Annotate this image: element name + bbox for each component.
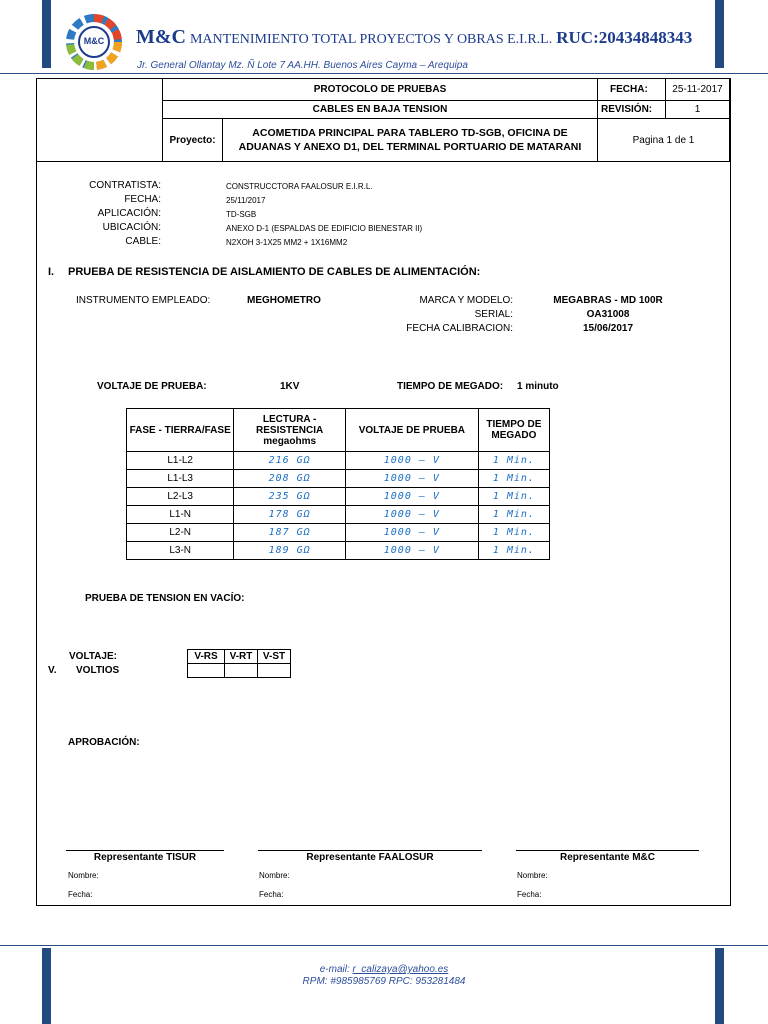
insulation-resistance-table <box>126 408 550 560</box>
voltaje-label: VOLTAJE: <box>69 651 117 662</box>
fecha-label-faalosur: Fecha: <box>259 890 284 899</box>
page-count-cell: Pagina 1 de 1 <box>597 118 730 162</box>
fase-cell: L1-L2 <box>127 452 234 470</box>
signature-line-mc <box>516 850 699 851</box>
serial-label: SERIAL: <box>474 309 513 320</box>
lectura-cell: 216 GΩ <box>234 452 346 470</box>
fase-cell: L1-N <box>127 506 234 524</box>
aplicacion-label: APLICACIÓN: <box>97 208 161 219</box>
voltaje-cell: 1000 – V <box>345 452 478 470</box>
company-header <box>136 26 692 49</box>
fase-cell: L1-L3 <box>127 470 234 488</box>
v-st-header: V-ST <box>258 650 291 664</box>
contratista-label: CONTRATISTA: <box>89 180 161 191</box>
fase-cell: L2-N <box>127 524 234 542</box>
revision-value-cell: 1 <box>665 100 730 119</box>
nombre-label-mc: Nombre: <box>517 871 548 880</box>
company-address: Jr. General Ollantay Mz. Ñ Lote 7 AA.HH. Buenos Aires Cayma – Arequipa <box>137 60 468 71</box>
lectura-cell: 178 GΩ <box>234 506 346 524</box>
tiempo-cell: 1 Min. <box>478 488 549 506</box>
signature-line-faalosur <box>258 850 482 851</box>
footer-divider <box>0 945 768 946</box>
ubicacion-value: ANEXO D-1 (ESPALDAS DE EDIFICIO BIENESTAR II) <box>226 224 423 233</box>
v-rs-header: V-RS <box>188 650 225 664</box>
protocol-title: PROTOCOLO DE PRUEBAS <box>162 78 598 101</box>
ubicacion-label: UBICACIÓN: <box>102 222 161 233</box>
company-ruc: RUC:20434848343 <box>556 28 693 47</box>
lectura-cell: 235 GΩ <box>234 488 346 506</box>
voltaje-cell: 1000 – V <box>345 524 478 542</box>
revision-label-cell: REVISIÓN: <box>597 100 666 119</box>
tiempo-cell: 1 Min. <box>478 452 549 470</box>
logo-text: M&C <box>83 36 105 46</box>
tension-vacio-title: PRUEBA DE TENSION EN VACÍO: <box>85 593 245 604</box>
email-label: e-mail: <box>319 964 350 975</box>
company-full-name: MANTENIMIENTO TOTAL PROYECTOS Y OBRAS E.I.R.L. <box>189 32 553 47</box>
instrumento-label: INSTRUMENTO EMPLEADO: <box>76 295 211 306</box>
section-1-title: PRUEBA DE RESISTENCIA DE AISLAMIENTO DE CABLES DE ALIMENTACIÓN: <box>68 266 481 278</box>
lectura-cell: 189 GΩ <box>234 542 346 560</box>
tiempo-cell: 1 Min. <box>478 542 549 560</box>
section-1-number: I. <box>48 266 55 278</box>
rep-tisur: Representante TISUR <box>93 852 197 863</box>
voltaje-prueba-value: 1KV <box>280 381 300 392</box>
table-row <box>127 542 550 560</box>
voltaje-cell: 1000 – V <box>345 488 478 506</box>
tiempo-megado-label: TIEMPO DE MEGADO: <box>397 381 504 392</box>
right-accent-bar-top <box>715 0 724 68</box>
voltaje-cell: 1000 – V <box>345 470 478 488</box>
v-st-value-field[interactable] <box>258 664 291 678</box>
footer-email-line <box>0 964 768 975</box>
v-rt-header: V-RT <box>225 650 258 664</box>
header-divider <box>0 73 768 74</box>
tiempo-cell: 1 Min. <box>478 524 549 542</box>
aprobacion-title: APROBACIÓN: <box>68 737 140 748</box>
proyecto-value-cell: ACOMETIDA PRINCIPAL PARA TABLERO TD-SGB, OFICINA DE ADUANAS Y ANEXO D1, DEL TERMINAL PORTUARIO DE MATARANI <box>222 118 598 162</box>
cable-label: CABLE: <box>125 236 161 247</box>
fase-cell: L2-L3 <box>127 488 234 506</box>
table-row <box>127 470 550 488</box>
tiempo-cell: 1 Min. <box>478 506 549 524</box>
lectura-cell: 187 GΩ <box>234 524 346 542</box>
fecha-value: 25/11/2017 <box>226 196 266 205</box>
col-header-fase: FASE - TIERRA/FASE <box>127 409 234 452</box>
company-logo <box>64 12 124 72</box>
fecha-value-cell: 25-11-2017 <box>665 78 730 101</box>
lectura-cell: 208 GΩ <box>234 470 346 488</box>
no-load-voltage-table <box>187 649 291 678</box>
v-rt-value-field[interactable] <box>225 664 258 678</box>
calibracion-label: FECHA CALIBRACION: <box>406 323 513 334</box>
marca-label: MARCA Y MODELO: <box>419 295 513 306</box>
col-header-lectura: LECTURA - RESISTENCIA megaohms <box>234 409 346 452</box>
rep-faalosur: Representante FAALOSUR <box>306 852 434 863</box>
aplicacion-value: TD-SGB <box>226 210 257 219</box>
proyecto-label-cell: Proyecto: <box>162 118 223 162</box>
header-table-bottom <box>36 161 730 162</box>
instrumento-value: MEGHOMETRO <box>247 295 321 306</box>
fecha-label-cell: FECHA: <box>597 78 666 101</box>
nombre-label-faalosur: Nombre: <box>259 871 290 880</box>
voltaje-cell: 1000 – V <box>345 542 478 560</box>
fecha-label-tisur: Fecha: <box>68 890 93 899</box>
table-row <box>127 488 550 506</box>
email-link[interactable]: r_calizaya@yahoo.es <box>352 964 449 975</box>
tiempo-cell: 1 Min. <box>478 470 549 488</box>
contratista-value: CONSTRUCCTORA FAALOSUR E.I.R.L. <box>226 182 373 191</box>
subtitle-cell: CABLES EN BAJA TENSION <box>162 100 598 119</box>
tiempo-megado-value: 1 minuto <box>517 381 559 392</box>
nombre-label-tisur: Nombre: <box>68 871 99 880</box>
fecha-label-mc: Fecha: <box>517 890 542 899</box>
col-header-tiempo: TIEMPO DE MEGADO <box>478 409 549 452</box>
footer-phones: RPM: #985985769 RPC: 953281484 <box>302 976 466 987</box>
section-v-number: V. <box>48 665 57 676</box>
fecha-label: FECHA: <box>124 194 161 205</box>
col-header-voltaje: VOLTAJE DE PRUEBA <box>345 409 478 452</box>
voltaje-cell: 1000 – V <box>345 506 478 524</box>
marca-value: MEGABRAS - MD 100R <box>553 295 663 306</box>
v-rs-value-field[interactable] <box>188 664 225 678</box>
signature-line-tisur <box>66 850 224 851</box>
calibracion-value: 15/06/2017 <box>582 323 634 334</box>
cable-value: N2XOH 3-1X25 MM2 + 1X16MM2 <box>226 238 348 247</box>
company-short-name: M&C <box>136 26 186 48</box>
table-row <box>127 452 550 470</box>
table-row <box>127 524 550 542</box>
rep-mc: Representante M&C <box>559 852 656 863</box>
table-row <box>127 506 550 524</box>
voltios-label: VOLTIOS <box>76 665 120 676</box>
voltaje-prueba-label: VOLTAJE DE PRUEBA: <box>97 381 207 392</box>
left-accent-bar-top <box>42 0 51 68</box>
serial-value: OA31008 <box>586 309 630 320</box>
fase-cell: L3-N <box>127 542 234 560</box>
